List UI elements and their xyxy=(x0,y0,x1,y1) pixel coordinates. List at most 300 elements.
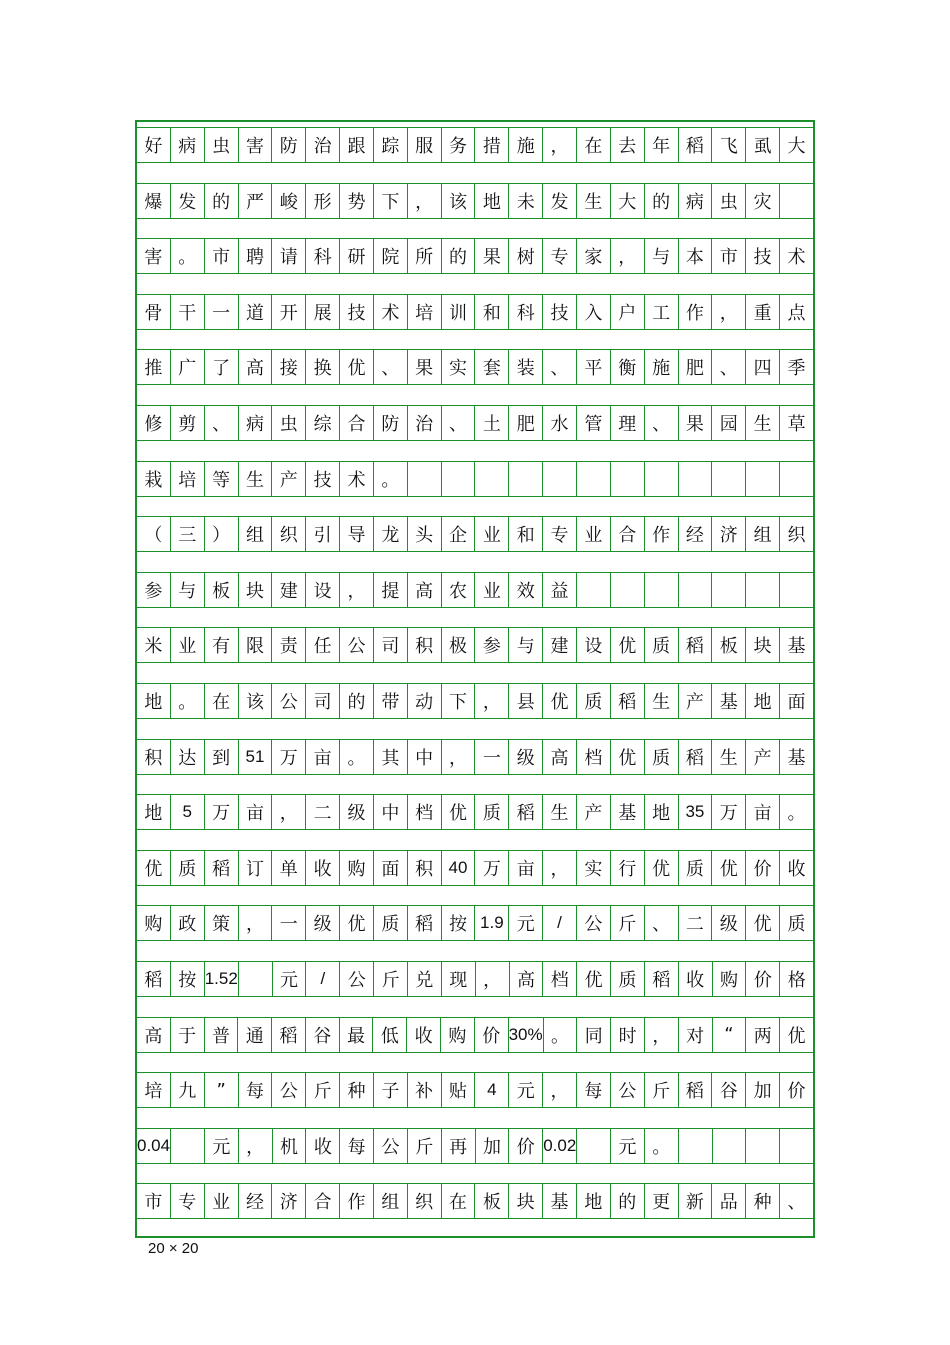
grid-cell: 。 xyxy=(779,795,813,829)
grid-cell: 元 xyxy=(204,1129,238,1163)
grid-cell: 等 xyxy=(204,462,238,496)
grid-cell: 入 xyxy=(576,295,610,329)
grid-cell: 装 xyxy=(508,350,542,384)
grid-cell: 接 xyxy=(271,350,305,384)
grid-cell: 科 xyxy=(305,239,339,273)
grid-cell: 的 xyxy=(644,184,678,218)
grid-cell: ， xyxy=(711,295,745,329)
grid-cell: 斤 xyxy=(610,906,644,940)
grid-cell: 高 xyxy=(542,740,576,774)
grid-cell: 万 xyxy=(271,740,305,774)
grid-cell: 收 xyxy=(305,851,339,885)
grid-cell: 基 xyxy=(542,1184,576,1218)
grid-cell: 踪 xyxy=(373,128,407,162)
grid-cell: 中 xyxy=(373,795,407,829)
grid-cell: 治 xyxy=(407,406,441,440)
grid-cell: 与 xyxy=(170,573,204,607)
grid-cell xyxy=(238,962,272,996)
grid-cell: 生 xyxy=(542,795,576,829)
grid-cell: 势 xyxy=(339,184,373,218)
grid-cell: 优 xyxy=(610,740,644,774)
grid-cell: 术 xyxy=(373,295,407,329)
grid-cell: 剪 xyxy=(170,406,204,440)
grid-cell: 万 xyxy=(711,795,745,829)
grid-cell: 树 xyxy=(508,239,542,273)
grid-cell: 谷 xyxy=(711,1073,745,1107)
grid-cell: 市 xyxy=(204,239,238,273)
grid-cell: 两 xyxy=(745,1018,779,1052)
grid-row-cells xyxy=(137,905,813,941)
grid-cell: 收 xyxy=(305,1129,339,1163)
grid-cell: 块 xyxy=(745,628,779,662)
grid-cell: 块 xyxy=(238,573,272,607)
grid-cell: 组 xyxy=(238,517,272,551)
grid-cell: 通 xyxy=(237,1018,271,1052)
grid-cell: 该 xyxy=(238,684,272,718)
grid-cell: 新 xyxy=(678,1184,712,1218)
grid-cell: 病 xyxy=(238,406,272,440)
grid-cell: 土 xyxy=(474,406,508,440)
grid-cell: 板 xyxy=(711,628,745,662)
grid-size-label: 20 × 20 xyxy=(148,1240,199,1257)
grid-cell: 换 xyxy=(305,350,339,384)
grid-cell: 优 xyxy=(339,906,373,940)
grid-cell: 合 xyxy=(339,406,373,440)
grid-cell: ， xyxy=(610,239,644,273)
grid-cell: 、 xyxy=(711,350,745,384)
grid-cell: 肥 xyxy=(678,350,712,384)
grid-cell: 斤 xyxy=(644,1073,678,1107)
grid-cell: 请 xyxy=(271,239,305,273)
grid-cell: 优 xyxy=(644,851,678,885)
grid-cell: 专 xyxy=(542,239,576,273)
grid-cell xyxy=(779,1129,813,1163)
grid-cell: 任 xyxy=(305,628,339,662)
grid-row xyxy=(137,349,813,405)
grid-cell: 去 xyxy=(610,128,644,162)
grid-cell: 经 xyxy=(238,1184,272,1218)
grid-cell: （ xyxy=(144,525,163,547)
grid-cell: 稻 xyxy=(678,628,712,662)
grid-cell: 对 xyxy=(678,1018,712,1052)
grid-cell: 务 xyxy=(441,128,475,162)
grid-cell: 价 xyxy=(745,962,779,996)
grid-cell: 展 xyxy=(305,295,339,329)
grid-cell xyxy=(508,462,542,496)
grid-row xyxy=(137,683,813,739)
grid-cell: 企 xyxy=(441,517,475,551)
grid-cell: 果 xyxy=(474,239,508,273)
grid-row-cells xyxy=(137,850,813,886)
grid-cell: 未 xyxy=(508,184,542,218)
grid-row-cells xyxy=(137,961,813,997)
grid-cell: ， xyxy=(542,851,576,885)
grid-row xyxy=(137,905,813,961)
grid-cell: 质 xyxy=(576,684,610,718)
grid-cell: 四 xyxy=(745,350,779,384)
grid-cell: 元 xyxy=(508,1073,542,1107)
grid-cell: 公 xyxy=(339,628,373,662)
grid-row xyxy=(137,961,813,1017)
grid-cell: 其 xyxy=(373,740,407,774)
grid-cell: 、 xyxy=(644,406,678,440)
grid-cell: ， xyxy=(339,573,373,607)
grid-cell xyxy=(576,573,610,607)
grid-cell: 聘 xyxy=(238,239,272,273)
grid-cell: 基 xyxy=(610,795,644,829)
grid-cell: 在 xyxy=(204,684,238,718)
grid-cell: 补 xyxy=(407,1073,441,1107)
grid-cell: 谷 xyxy=(305,1018,339,1052)
grid-cell: 稻 xyxy=(644,962,678,996)
grid-cell: 优 xyxy=(576,962,610,996)
grid-cell: 引 xyxy=(305,517,339,551)
grid-row xyxy=(137,1072,813,1128)
grid-cell: 、 xyxy=(204,406,238,440)
grid-cell: 公 xyxy=(271,1073,305,1107)
grid-cell xyxy=(779,462,813,496)
grid-cell: 中 xyxy=(407,740,441,774)
grid-cell: 地 xyxy=(144,803,163,825)
grid-cell: 院 xyxy=(373,239,407,273)
grid-cell: 普 xyxy=(204,1018,238,1052)
grid-cell: 优 xyxy=(339,350,373,384)
grid-row xyxy=(137,405,813,461)
grid-cell xyxy=(644,462,678,496)
grid-cell: 设 xyxy=(576,628,610,662)
grid-cell: 30% xyxy=(508,1018,543,1052)
grid-cell: 技 xyxy=(305,462,339,496)
grid-cell: 严 xyxy=(238,184,272,218)
grid-cell: 生 xyxy=(745,406,779,440)
grid-cell: 质 xyxy=(170,851,204,885)
grid-cell: 水 xyxy=(542,406,576,440)
grid-cell: 司 xyxy=(305,684,339,718)
grid-cell xyxy=(711,573,745,607)
grid-cell: 高 xyxy=(407,573,441,607)
grid-cell: 限 xyxy=(238,628,272,662)
grid-cell: 档 xyxy=(542,962,576,996)
grid-cell: 在 xyxy=(576,128,610,162)
grid-cell: 产 xyxy=(576,795,610,829)
grid-cell: 同 xyxy=(576,1018,610,1052)
grid-row-cells xyxy=(137,183,813,219)
grid-cell: 经 xyxy=(678,517,712,551)
grid-cell: 肥 xyxy=(508,406,542,440)
grid-cell: 措 xyxy=(474,128,508,162)
grid-cell: 草 xyxy=(779,406,813,440)
grid-cell: ， xyxy=(271,795,305,829)
grid-cell: 稻 xyxy=(144,970,163,991)
grid-cell: 亩 xyxy=(745,795,779,829)
grid-cell: 防 xyxy=(373,406,407,440)
grid-cell: 按 xyxy=(441,906,475,940)
grid-cell: 栽 xyxy=(144,469,163,491)
grid-cell: 积 xyxy=(144,747,163,769)
grid-cell: 科 xyxy=(508,295,542,329)
grid-cell xyxy=(441,462,475,496)
grid-cell: 织 xyxy=(271,517,305,551)
grid-row xyxy=(137,850,813,906)
grid-cell: 面 xyxy=(373,851,407,885)
grid-cell: 下 xyxy=(373,184,407,218)
grid-cell: 病 xyxy=(678,184,712,218)
grid-cell xyxy=(678,462,712,496)
grid-cell: 亩 xyxy=(305,740,339,774)
grid-cell: 质 xyxy=(678,851,712,885)
grid-row-cells xyxy=(137,461,813,497)
grid-cell: 元 xyxy=(610,1129,644,1163)
grid-cell: 质 xyxy=(644,740,678,774)
grid-cell: 合 xyxy=(610,517,644,551)
grid-cell: 了 xyxy=(204,350,238,384)
grid-cell xyxy=(610,573,644,607)
grid-cell: 于 xyxy=(170,1018,204,1052)
grid-cell: 优 xyxy=(779,1018,813,1052)
grid-row-cells xyxy=(137,1128,813,1164)
grid-cell: 害 xyxy=(238,128,272,162)
grid-cell: 重 xyxy=(745,295,779,329)
grid-cell: 地 xyxy=(745,684,779,718)
grid-cell: 组 xyxy=(745,517,779,551)
grid-cell: 骨 xyxy=(144,302,163,324)
grid-cell: 档 xyxy=(407,795,441,829)
grid-cell: 作 xyxy=(339,1184,373,1218)
grid-cell: 地 xyxy=(474,184,508,218)
grid-row-cells xyxy=(137,739,813,775)
grid-cell: 价 xyxy=(779,1073,813,1107)
grid-cell: 高 xyxy=(144,1025,163,1047)
grid-cell: ， xyxy=(407,184,441,218)
grid-cell: 专 xyxy=(542,517,576,551)
grid-cell: 建 xyxy=(271,573,305,607)
grid-cell: 大 xyxy=(779,128,813,162)
grid-row xyxy=(137,1128,813,1184)
grid-cell: “ xyxy=(712,1018,746,1052)
grid-cell: 40 xyxy=(441,851,475,885)
grid-cell: 公 xyxy=(610,1073,644,1107)
grid-cell: 格 xyxy=(779,962,813,996)
grid-cell: 稻 xyxy=(678,128,712,162)
grid-cell: 积 xyxy=(407,628,441,662)
grid-cell xyxy=(745,462,779,496)
grid-cell: 虱 xyxy=(745,128,779,162)
grid-cell: 的 xyxy=(441,239,475,273)
grid-cell: 治 xyxy=(305,128,339,162)
grid-cell: 质 xyxy=(373,906,407,940)
grid-cell: 4 xyxy=(474,1073,508,1107)
grid-cell: 施 xyxy=(508,128,542,162)
grid-cell: 元 xyxy=(508,906,542,940)
grid-row xyxy=(137,1017,813,1073)
grid-cell: 本 xyxy=(678,239,712,273)
grid-cell: 业 xyxy=(474,573,508,607)
grid-cell: 万 xyxy=(474,851,508,885)
grid-cell: 35 xyxy=(678,795,712,829)
grid-cell: ） xyxy=(204,517,238,551)
grid-row-cells xyxy=(137,794,813,830)
grid-cell xyxy=(779,573,813,607)
grid-cell: 按 xyxy=(170,962,204,996)
grid-cell: 万 xyxy=(204,795,238,829)
grid-cell: 加 xyxy=(745,1073,779,1107)
grid-cell: 生 xyxy=(576,184,610,218)
grid-cell xyxy=(678,573,712,607)
grid-cell: 培 xyxy=(144,1081,163,1103)
grid-cell: 产 xyxy=(271,462,305,496)
grid-cell: 与 xyxy=(508,628,542,662)
grid-cell: 害 xyxy=(144,247,163,269)
grid-cell: 产 xyxy=(745,740,779,774)
grid-cell: 稻 xyxy=(678,1073,712,1107)
grid-row xyxy=(137,461,813,517)
grid-cell: 虫 xyxy=(271,406,305,440)
grid-row-cells xyxy=(137,683,813,719)
grid-cell: 斤 xyxy=(373,962,407,996)
grid-cell xyxy=(170,1129,204,1163)
grid-cell: 质 xyxy=(610,962,644,996)
grid-cell: 时 xyxy=(610,1018,644,1052)
grid-cell: 业 xyxy=(474,517,508,551)
grid-row xyxy=(137,127,813,183)
grid-cell: 技 xyxy=(542,295,576,329)
grid-cell: 基 xyxy=(779,740,813,774)
grid-cell xyxy=(711,462,745,496)
grid-cell: 织 xyxy=(779,517,813,551)
grid-cell: 防 xyxy=(271,128,305,162)
grid-row-cells xyxy=(137,1183,813,1219)
grid-cell: 点 xyxy=(779,295,813,329)
grid-cell: 面 xyxy=(779,684,813,718)
grid-cell: ” xyxy=(204,1073,238,1107)
grid-row xyxy=(137,238,813,294)
grid-row-cells xyxy=(137,572,813,608)
grid-cell: 质 xyxy=(644,628,678,662)
grid-cell: 优 xyxy=(610,628,644,662)
grid-cell: 公 xyxy=(271,684,305,718)
grid-cell: 档 xyxy=(576,740,610,774)
grid-cell: 最 xyxy=(339,1018,373,1052)
grid-cell: 开 xyxy=(271,295,305,329)
grid-cell: ， xyxy=(238,906,272,940)
grid-cell: 级 xyxy=(508,740,542,774)
grid-cell: 管 xyxy=(576,406,610,440)
grid-cell: 县 xyxy=(508,684,542,718)
grid-cell: 业 xyxy=(170,628,204,662)
grid-cell: 施 xyxy=(644,350,678,384)
grid-cell: 订 xyxy=(238,851,272,885)
grid-cell: 形 xyxy=(305,184,339,218)
grid-cell xyxy=(542,462,576,496)
grid-cell: 动 xyxy=(407,684,441,718)
grid-cell: 优 xyxy=(542,684,576,718)
grid-cell: 虫 xyxy=(204,128,238,162)
grid-cell: 的 xyxy=(610,1184,644,1218)
grid-cell: 地 xyxy=(644,795,678,829)
grid-cell: 更 xyxy=(644,1184,678,1218)
grid-cell: 元 xyxy=(272,962,306,996)
grid-cell: 飞 xyxy=(711,128,745,162)
grid-cell: 道 xyxy=(238,295,272,329)
grid-cell: 综 xyxy=(305,406,339,440)
grid-row-cells xyxy=(137,627,813,663)
grid-cell: 稻 xyxy=(508,795,542,829)
grid-cell: 平 xyxy=(576,350,610,384)
grid-cell: 果 xyxy=(678,406,712,440)
grid-cell: 龙 xyxy=(373,517,407,551)
grid-row-cells xyxy=(137,127,813,163)
grid-cell: 现 xyxy=(441,962,475,996)
grid-cell: 训 xyxy=(441,295,475,329)
grid-row xyxy=(137,1183,813,1239)
grid-cell: 稻 xyxy=(204,851,238,885)
grid-cell: 亩 xyxy=(508,851,542,885)
grid-cell: 病 xyxy=(170,128,204,162)
grid-cell: 导 xyxy=(339,517,373,551)
grid-row xyxy=(137,572,813,628)
grid-cell: 、 xyxy=(441,406,475,440)
grid-cell: 好 xyxy=(144,136,163,157)
grid-cell: 加 xyxy=(475,1129,509,1163)
grid-cell: 基 xyxy=(711,684,745,718)
grid-cell: 二 xyxy=(305,795,339,829)
grid-cell: 修 xyxy=(144,414,163,435)
grid-cell: 品 xyxy=(711,1184,745,1218)
grid-cell: 。 xyxy=(170,684,204,718)
grid-cell: 灾 xyxy=(745,184,779,218)
grid-cell xyxy=(745,573,779,607)
grid-cell: 高 xyxy=(238,350,272,384)
grid-cell: 、 xyxy=(373,350,407,384)
grid-cell: 收 xyxy=(406,1018,440,1052)
grid-cell: 块 xyxy=(508,1184,542,1218)
grid-cell: ， xyxy=(238,1129,272,1163)
grid-cell: 织 xyxy=(407,1184,441,1218)
grid-cell: 1.9 xyxy=(474,906,508,940)
grid-cell xyxy=(576,462,610,496)
grid-cell: 公 xyxy=(576,906,610,940)
grid-cell: 培 xyxy=(407,295,441,329)
grid-cell xyxy=(644,573,678,607)
grid-cell: 推 xyxy=(144,358,163,380)
grid-cell: 户 xyxy=(610,295,644,329)
grid-cell: 业 xyxy=(576,517,610,551)
grid-cell: 斤 xyxy=(407,1129,441,1163)
grid-cell: 在 xyxy=(441,1184,475,1218)
grid-cell: 济 xyxy=(271,1184,305,1218)
grid-cell: 与 xyxy=(644,239,678,273)
manuscript-grid xyxy=(135,120,815,1238)
grid-cell: 优 xyxy=(745,906,779,940)
grid-cell: 基 xyxy=(779,628,813,662)
grid-cell: 质 xyxy=(474,795,508,829)
grid-cell: 和 xyxy=(508,517,542,551)
grid-cell: 实 xyxy=(441,350,475,384)
grid-cell: 年 xyxy=(644,128,678,162)
grid-cell: 51 xyxy=(238,740,272,774)
grid-cell: 带 xyxy=(373,684,407,718)
grid-cell: 每 xyxy=(238,1073,272,1107)
grid-cell: 稻 xyxy=(407,906,441,940)
grid-cell: 责 xyxy=(271,628,305,662)
grid-cell: 优 xyxy=(441,795,475,829)
grid-cell: 价 xyxy=(508,1129,542,1163)
grid-cell: 购 xyxy=(144,914,163,936)
grid-cell: 优 xyxy=(144,858,163,880)
grid-cell: 板 xyxy=(204,573,238,607)
grid-cell: 发 xyxy=(170,184,204,218)
grid-cell: 提 xyxy=(373,573,407,607)
